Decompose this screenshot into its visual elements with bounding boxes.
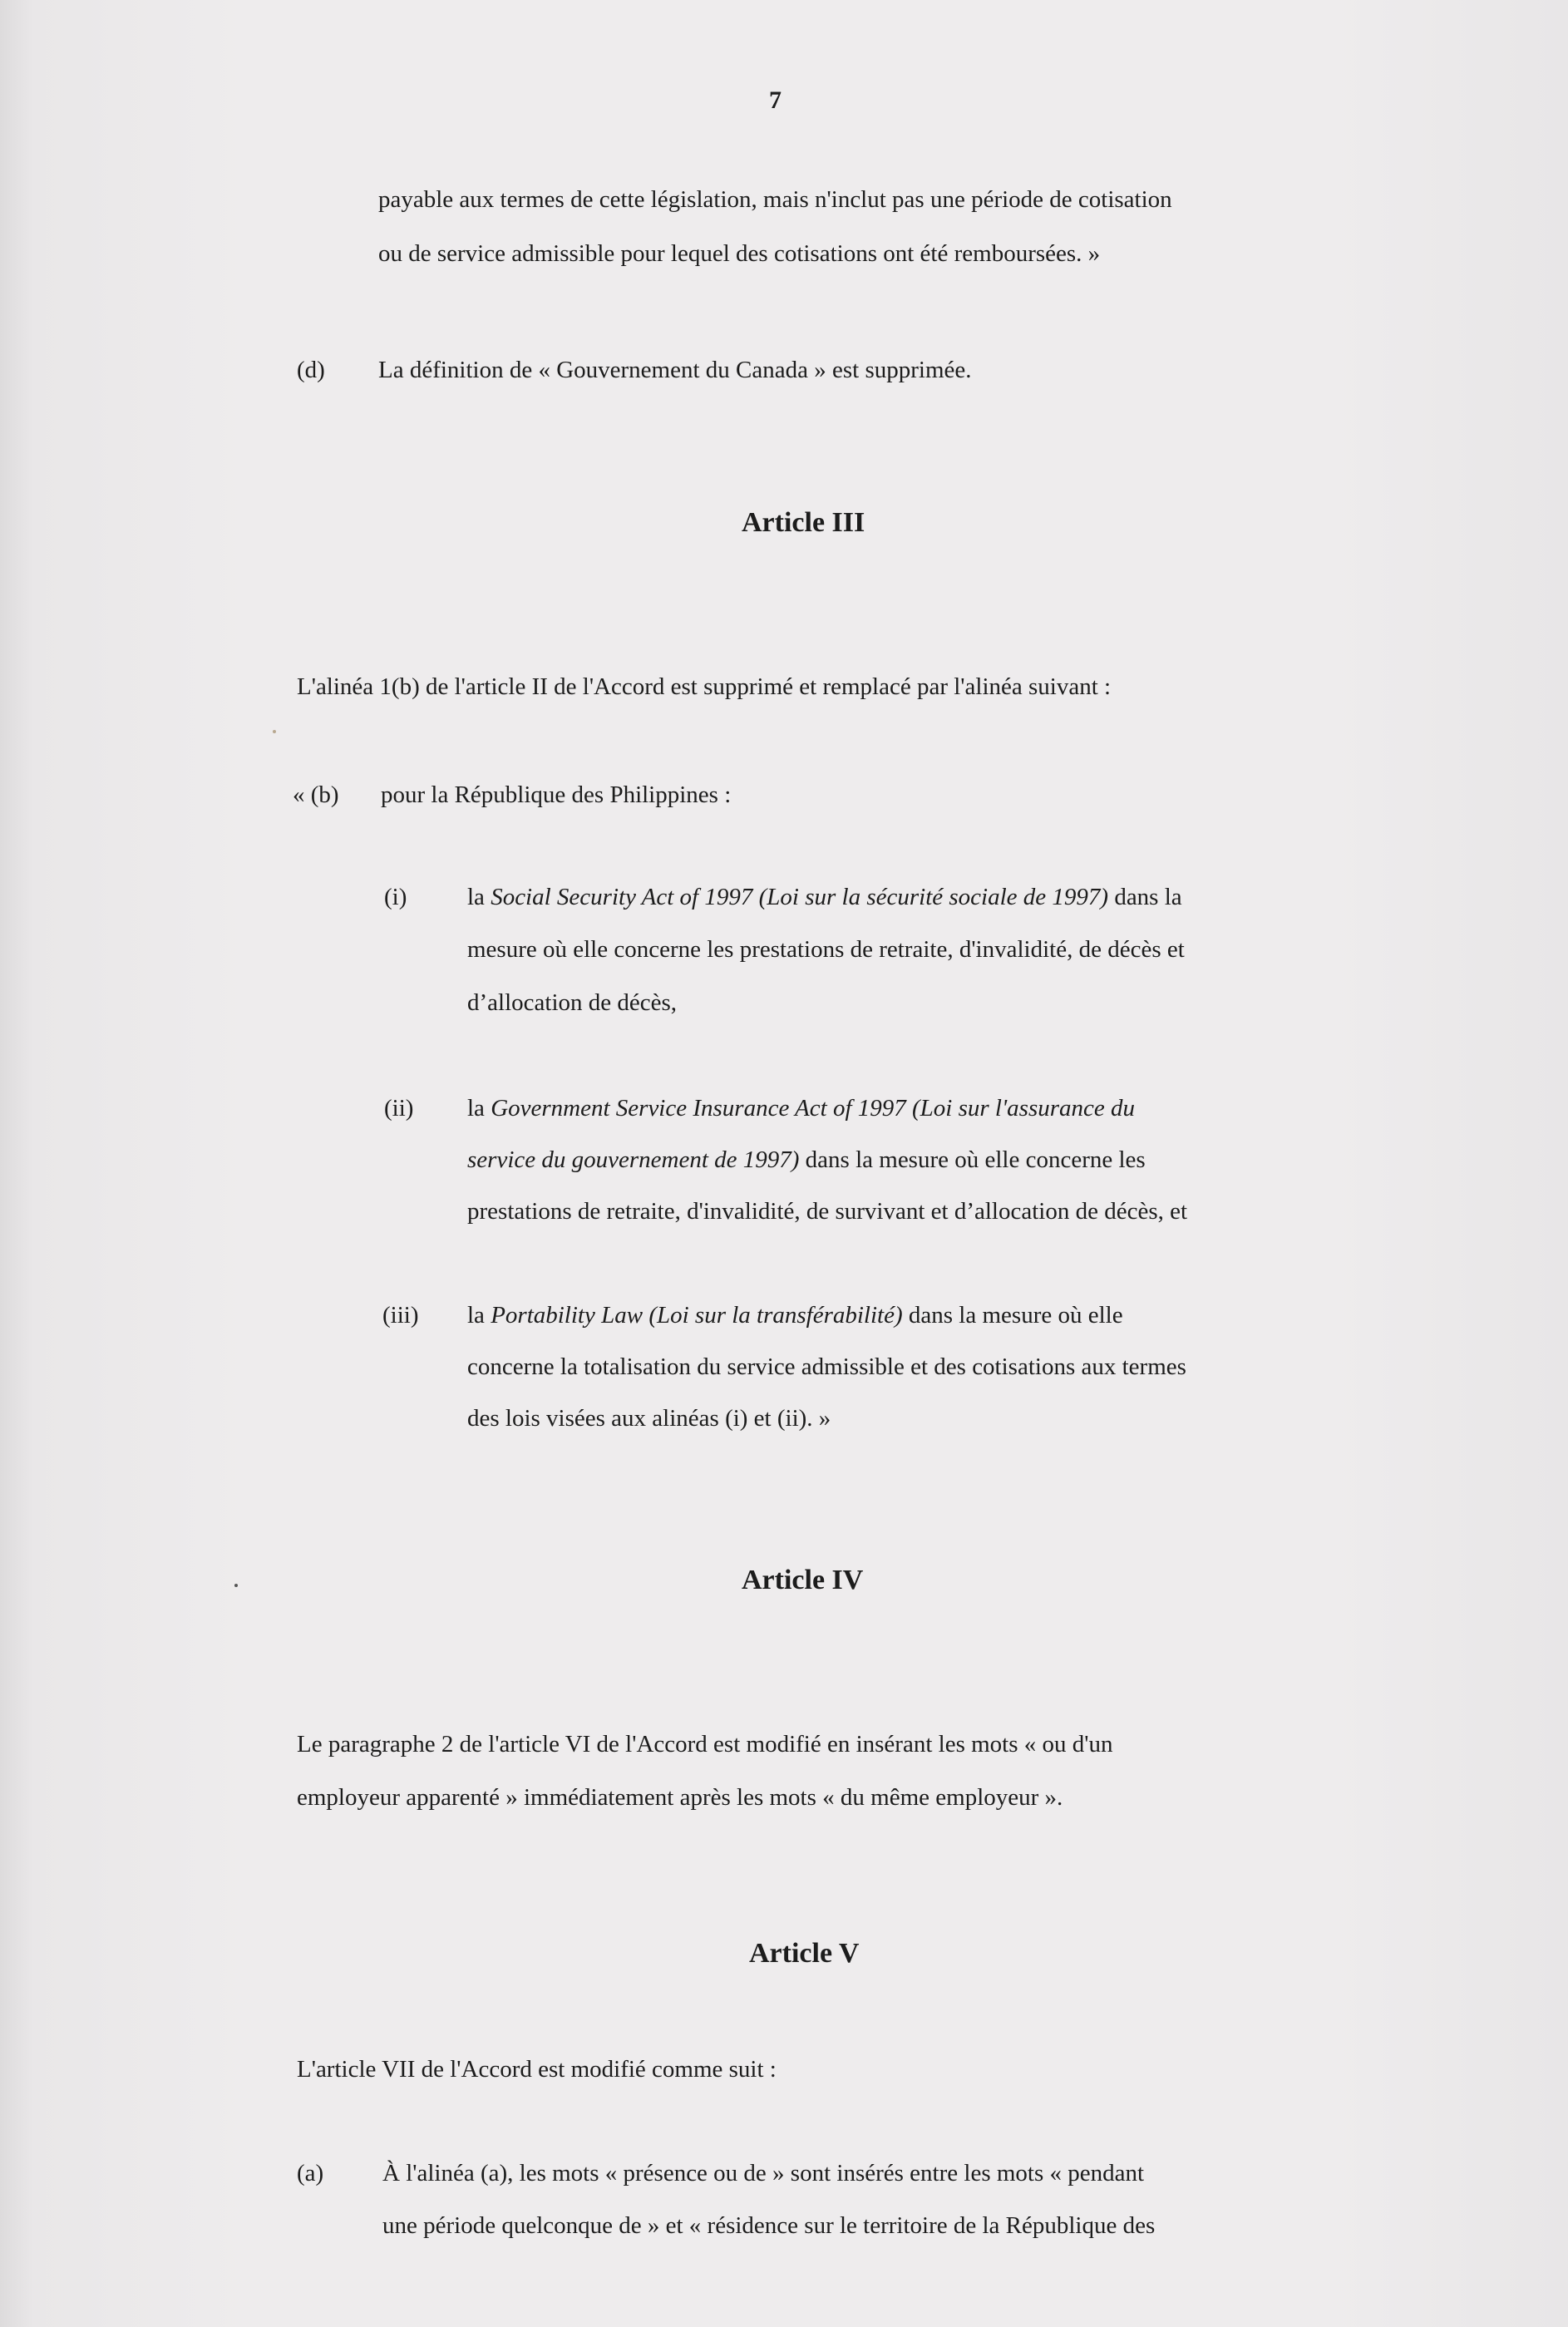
continuation-line-2: ou de service admissible pour lequel des cotisations ont été remboursées. » [378,240,1101,267]
item-i-line-1: la Social Security Act of 1997 (Loi sur la sécurité sociale de 1997) dans la [467,884,1182,910]
article-iv-line-1: Le paragraphe 2 de l'article VI de l'Accord est modifié en insérant les mots « ou d'un [297,1731,1113,1758]
item-a-label: (a) [297,2160,324,2186]
item-b-label: « (b) [293,781,339,808]
item-i-line-2: mesure où elle concerne les prestations de retraite, d'invalidité, de décès et [467,936,1185,963]
continuation-line-1: payable aux termes de cette législation, mais n'inclut pas une période de cotisation [378,186,1172,213]
item-iii-line-2: concerne la totalisation du service admissible et des cotisations aux termes [467,1353,1186,1380]
article-iv-line-2: employeur apparenté » immédiatement après les mots « du même employeur ». [297,1784,1063,1811]
article-iii-intro: L'alinéa 1(b) de l'article II de l'Accord est supprimé et remplacé par l'alinéa suivant : [297,673,1112,700]
paper-speck [273,730,276,733]
paper-speck [234,1584,238,1587]
page-number: 7 [769,86,782,114]
article-v-heading: Article V [749,1938,860,1969]
item-a-line-1: À l'alinéa (a), les mots « présence ou de » sont insérés entre les mots « pendant [382,2160,1145,2186]
article-iii-heading: Article III [742,507,865,538]
item-ii-line-2: service du gouvernement de 1997) dans la mesure où elle concerne les [467,1146,1146,1173]
article-iv-heading: Article IV [742,1565,864,1595]
item-iii-line-3: des lois visées aux alinéas (i) et (ii). » [467,1405,831,1432]
item-iii-line-1: la Portability Law (Loi sur la transférabilité) dans la mesure où elle [467,1302,1123,1329]
article-v-intro: L'article VII de l'Accord est modifié comme suit : [297,2056,777,2083]
item-i-line-3: d’allocation de décès, [467,989,678,1016]
item-a-line-2: une période quelconque de » et « résidence sur le territoire de la République des [382,2212,1156,2239]
item-d-label: (d) [297,357,325,383]
item-i-label: (i) [384,884,407,910]
item-ii-line-1: la Government Service Insurance Act of 1997 (Loi sur l'assurance du [467,1095,1136,1122]
item-iii-label: (iii) [382,1302,419,1329]
item-d-text: La définition de « Gouvernement du Canada » est supprimée. [378,357,972,383]
item-ii-line-3: prestations de retraite, d'invalidité, de survivant et d’allocation de décès, et [467,1198,1188,1225]
item-ii-label: (ii) [384,1095,414,1122]
item-b-text: pour la République des Philippines : [381,781,732,808]
